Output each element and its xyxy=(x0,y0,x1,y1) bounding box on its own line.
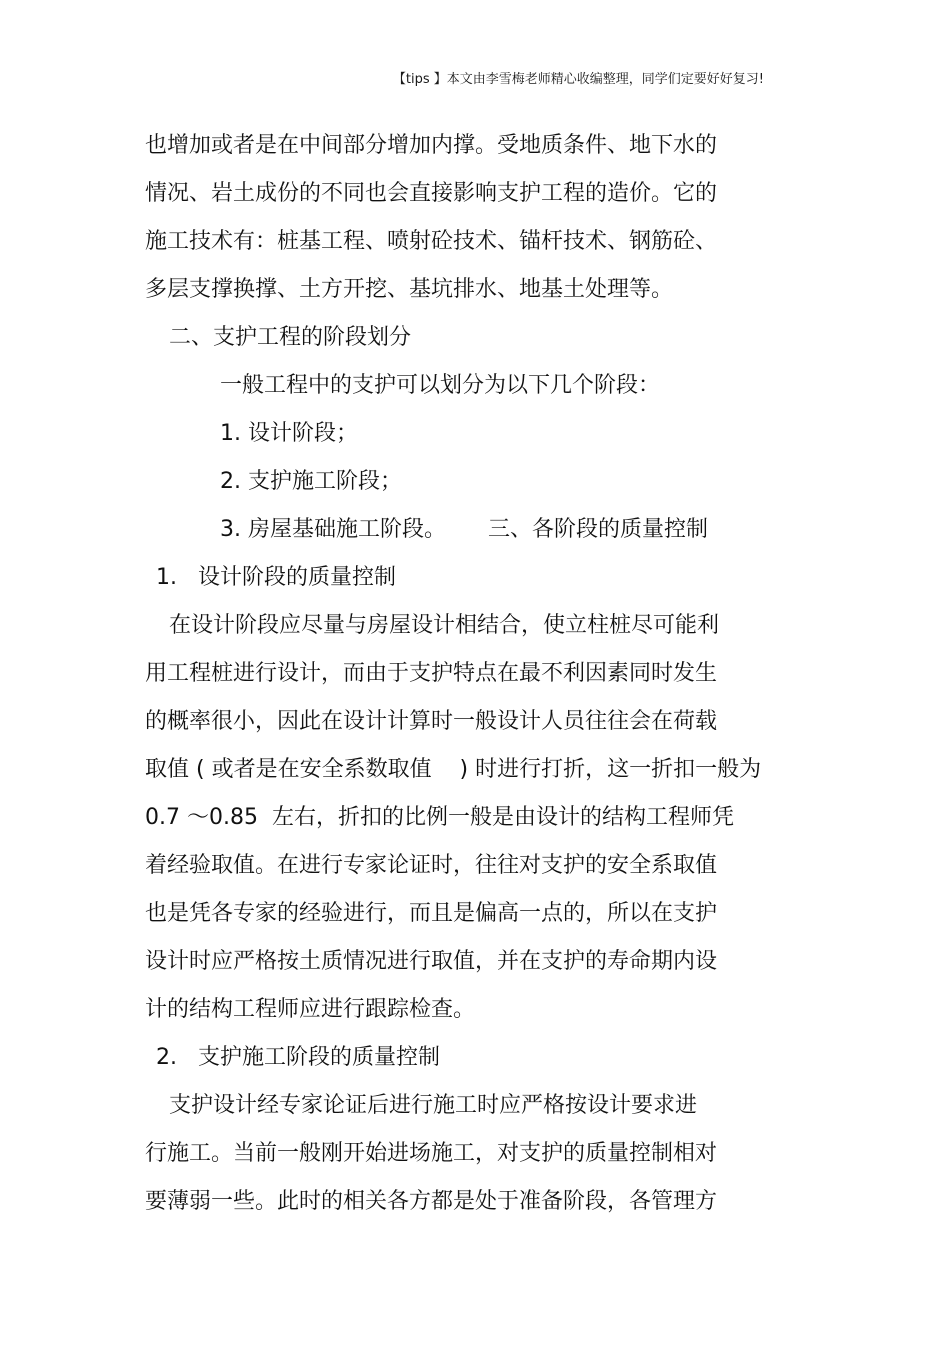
body-line: 一般工程中的支护可以划分为以下几个阶段： xyxy=(220,373,661,398)
header-tip-text: 【tips 】本文由李雪梅老师精心收编整理，同学们定要好好复习! xyxy=(392,72,764,87)
page-header xyxy=(0,70,950,90)
list-item: 3. 房屋基础施工阶段。 三、各阶段的质量控制 xyxy=(220,517,708,542)
body-line: 行施工。当前一般刚开始进场施工，对支护的质量控制相对 xyxy=(145,1141,718,1166)
body-line: 情况、岩土成份的不同也会直接影响支护工程的造价。它的 xyxy=(145,181,718,206)
list-item: 2. 支护施工阶段； xyxy=(220,469,402,494)
section-heading: 二、支护工程的阶段划分 xyxy=(169,325,412,350)
subsection-heading: 2. 支护施工阶段的质量控制 xyxy=(156,1045,440,1070)
body-line: 0.7 ～0.85 左右，折扣的比例一般是由设计的结构工程师凭 xyxy=(145,805,734,830)
body-line: 支护设计经专家论证后进行施工时应严格按设计要求进 xyxy=(169,1093,698,1118)
body-line: 也是凭各专家的经验进行，而且是偏高一点的，所以在支护 xyxy=(145,901,718,926)
body-line: 在设计阶段应尽量与房屋设计相结合，使立柱桩尽可能利 xyxy=(169,613,720,638)
list-item: 1. 设计阶段； xyxy=(220,421,358,446)
body-line: 要薄弱一些。此时的相关各方都是处于准备阶段，各管理方 xyxy=(145,1189,718,1214)
body-line: 施工技术有：桩基工程、喷射砼技术、锚杆技术、钢筋砼、 xyxy=(145,229,718,254)
body-line: 的概率很小，因此在设计计算时一般设计人员往往会在荷载 xyxy=(145,709,718,734)
body-line: 着经验取值。在进行专家论证时，往往对支护的安全系取值 xyxy=(145,853,718,878)
body-line: 多层支撑换撑、土方开挖、基坑排水、地基土处理等。 xyxy=(145,277,674,302)
body-line: 设计时应严格按土质情况进行取值，并在支护的寿命期内设 xyxy=(145,949,718,974)
body-line: 取值 ( 或者是在安全系数取值 ) 时进行打折，这一折扣一般为 xyxy=(145,757,762,782)
body-line: 用工程桩进行设计，而由于支护特点在最不利因素同时发生 xyxy=(145,661,718,686)
body-line: 计的结构工程师应进行跟踪检查。 xyxy=(145,997,476,1022)
subsection-heading: 1. 设计阶段的质量控制 xyxy=(156,565,396,590)
body-line: 也增加或者是在中间部分增加内撑。受地质条件、地下水的 xyxy=(145,133,718,158)
